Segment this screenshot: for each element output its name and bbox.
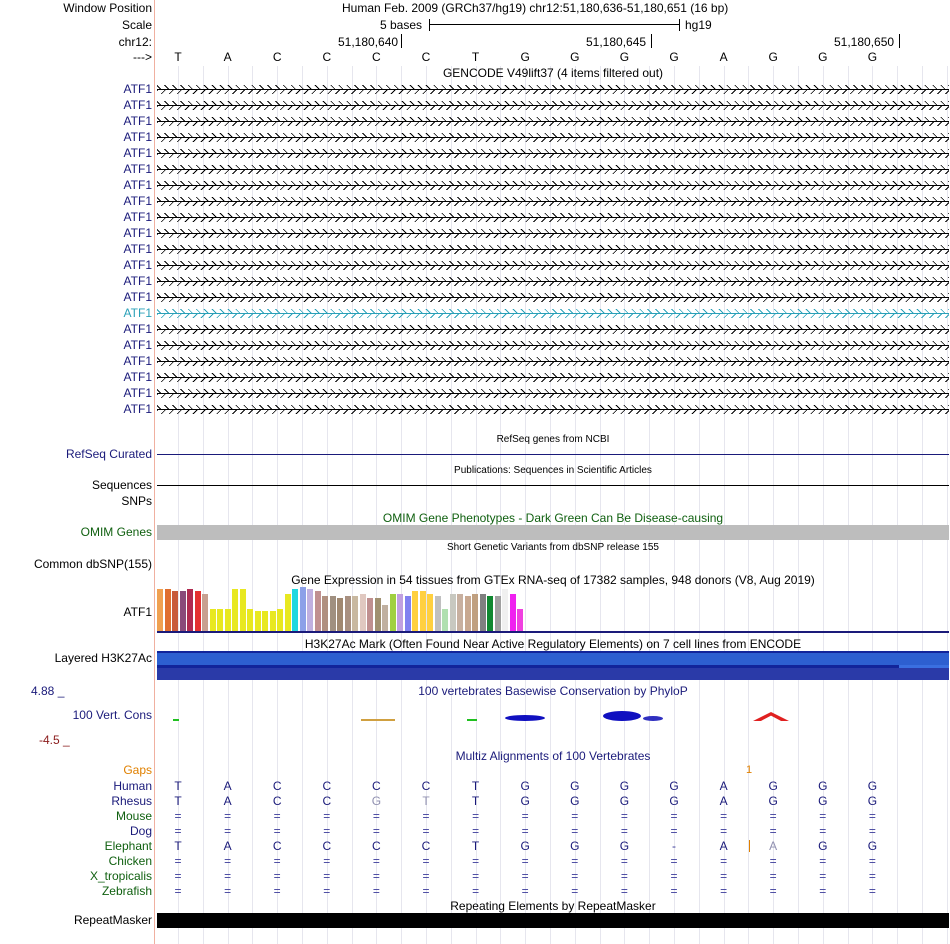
alignment-base: = [868, 869, 876, 883]
gtex-tissue-bar[interactable] [375, 598, 381, 631]
gencode-transcript-label[interactable]: ATF1 [123, 226, 152, 240]
dbsnp-label[interactable]: Common dbSNP(155) [33, 557, 152, 571]
phylop-label[interactable]: 100 Vert. Cons [72, 708, 152, 722]
gtex-tissue-bar[interactable] [352, 596, 358, 631]
ruler-base: C [372, 50, 381, 64]
ruler-base: G [619, 50, 630, 64]
scale-assembly: hg19 [685, 18, 712, 32]
alignment-base: G [520, 839, 530, 853]
alignment-base: = [174, 809, 182, 823]
alignment-base: G [520, 794, 530, 808]
gencode-transcript-label[interactable]: ATF1 [123, 290, 152, 304]
ruler-base: G [768, 50, 778, 64]
gtex-tissue-bar[interactable] [300, 587, 306, 631]
alignment-base: = [174, 854, 182, 868]
alignment-base: T [471, 839, 480, 853]
ruler-base: G [570, 50, 580, 64]
species-label[interactable]: Mouse [115, 809, 152, 823]
alignment-base: = [422, 869, 430, 883]
insertion-marker [749, 840, 750, 852]
alignment-base: = [868, 824, 876, 838]
alignment-base: = [571, 869, 579, 883]
omim-phenotype-bar[interactable] [157, 525, 949, 540]
gencode-transcript-line[interactable] [157, 357, 949, 366]
ruler-base: C [421, 50, 431, 64]
alignment-base: = [323, 824, 331, 838]
gtex-tissue-bar[interactable] [345, 596, 351, 631]
alignment-base: = [224, 884, 232, 898]
alignment-base: = [769, 809, 777, 823]
gtex-tissue-bar[interactable] [412, 591, 418, 631]
dbsnp-track-title: Short Genetic Variants from dbSNP release 155 [447, 542, 659, 553]
publications-line[interactable] [157, 485, 949, 486]
alignment-base: A [719, 839, 728, 853]
gtex-tissue-bar[interactable] [390, 594, 396, 631]
gencode-transcript-label[interactable]: ATF1 [123, 370, 152, 384]
gtex-tissue-bar[interactable] [450, 594, 456, 631]
phylop-track-title: 100 vertebrates Basewise Conservation by PhyloP [418, 684, 688, 698]
ruler-base: G [818, 50, 828, 64]
alignment-base: = [224, 824, 232, 838]
repeatmasker-label[interactable]: RepeatMasker [73, 913, 152, 927]
h3k27ac-label[interactable]: Layered H3K27Ac [54, 651, 152, 665]
alignment-base: = [868, 854, 876, 868]
alignment-base: = [224, 809, 232, 823]
gtex-tissue-bar[interactable] [240, 589, 246, 631]
omim-label[interactable]: OMIM Genes [80, 525, 152, 539]
alignment-base: = [571, 884, 579, 898]
gencode-transcript-line[interactable] [157, 133, 949, 142]
gtex-label[interactable]: ATF1 [123, 605, 152, 619]
alignment-base: = [422, 824, 430, 838]
alignment-base: A [223, 779, 232, 793]
ruler-base: C [322, 50, 332, 64]
alignment-base: G [619, 779, 630, 793]
alignment-base: = [372, 884, 380, 898]
alignment-base: = [571, 809, 579, 823]
gencode-transcript-line[interactable] [157, 389, 949, 398]
alignment-base: = [521, 809, 529, 823]
gencode-transcript-label[interactable]: ATF1 [123, 386, 152, 400]
phylop-min-label: -4.5 _ [39, 733, 70, 747]
alignment-base: = [720, 809, 728, 823]
gtex-tissue-bar[interactable] [285, 594, 291, 631]
gtex-tissue-bar[interactable] [255, 611, 261, 631]
alignment-base: = [323, 869, 331, 883]
ruler-base: A [719, 50, 728, 64]
refseq-gene-line[interactable] [157, 454, 949, 455]
gencode-transcript-label[interactable]: ATF1 [123, 354, 152, 368]
alignment-base: = [670, 809, 678, 823]
alignment-base: = [472, 884, 480, 898]
gtex-tissue-bar[interactable] [330, 596, 336, 631]
gtex-tissue-bar[interactable] [202, 594, 208, 631]
alignment-base: = [720, 884, 728, 898]
alignment-base: A [719, 794, 728, 808]
alignment-base: = [670, 869, 678, 883]
gtex-tissue-bar[interactable] [165, 589, 171, 631]
alignment-base: A [223, 794, 232, 808]
alignment-base: = [521, 824, 529, 838]
alignment-base: = [720, 824, 728, 838]
alignment-base: = [769, 869, 777, 883]
gtex-tissue-bar[interactable] [262, 611, 268, 631]
alignment-base: = [372, 869, 380, 883]
alignment-base: = [819, 824, 827, 838]
alignment-base: = [670, 854, 678, 868]
gencode-transcript-label[interactable]: ATF1 [123, 274, 152, 288]
alignment-base: = [422, 809, 430, 823]
alignment-base: C [272, 779, 282, 793]
ruler-base: G [520, 50, 530, 64]
gencode-transcript-label[interactable]: ATF1 [123, 258, 152, 272]
alignment-base: T [422, 794, 430, 808]
gtex-tissue-bar[interactable] [420, 591, 426, 631]
alignment-base: C [272, 839, 282, 853]
alignment-base: = [372, 824, 380, 838]
gtex-tissue-bar[interactable] [495, 596, 501, 631]
gtex-track-title: Gene Expression in 54 tissues from GTEx RNA-seq of 17382 samples, 948 donors (V8, Aug 2019) [291, 573, 815, 587]
gencode-transcript-label[interactable]: ATF1 [123, 130, 152, 144]
phylop-max-label: 4.88 _ [31, 684, 65, 698]
alignment-base: = [620, 884, 628, 898]
alignment-base: G [520, 779, 530, 793]
refseq-label[interactable] [66, 447, 152, 461]
window-position-label: Window Position [63, 1, 152, 15]
alignment-base: A [719, 779, 728, 793]
coord-label-2: 51,180,645 [586, 35, 647, 49]
alignment-base: = [819, 884, 827, 898]
coord-label-3: 51,180,650 [834, 35, 895, 49]
gencode-transcript-label[interactable]: ATF1 [123, 210, 152, 224]
gtex-tissue-bar[interactable] [382, 605, 388, 631]
gtex-tissue-bar[interactable] [487, 596, 493, 631]
gencode-transcript-label[interactable]: ATF1 [123, 146, 152, 160]
gtex-tissue-bar[interactable] [517, 609, 523, 631]
alignment-base: = [868, 809, 876, 823]
gtex-tissue-bar[interactable] [187, 589, 193, 631]
alignment-base: = [472, 854, 480, 868]
gtex-tissue-bar[interactable] [510, 594, 516, 631]
gencode-transcript-line[interactable] [157, 117, 949, 126]
alignment-base: G [619, 794, 630, 808]
alignment-base: = [620, 869, 628, 883]
alignment-base: G [768, 794, 778, 808]
gencode-transcript-line[interactable] [157, 229, 949, 238]
gap-marker: 1 [746, 764, 753, 776]
alignment-base: = [868, 884, 876, 898]
gencode-transcript-line[interactable] [157, 197, 949, 206]
strand-label: ---> [133, 50, 152, 64]
sequences-label[interactable]: Sequences [91, 478, 152, 492]
omim-track-title: OMIM Gene Phenotypes - Dark Green Can Be Disease-causing [382, 511, 724, 525]
coord-tick-1 [401, 34, 402, 48]
gtex-tissue-bar[interactable] [180, 591, 186, 631]
publications-track-title: Publications: Sequences in Scientific Articles [454, 465, 652, 476]
gaps-label[interactable]: Gaps [123, 763, 152, 777]
gtex-tissue-bar[interactable] [502, 589, 508, 631]
alignment-base: G [867, 839, 878, 853]
alignment-base: = [174, 869, 182, 883]
coord-label-1: 51,180,640 [338, 35, 399, 49]
species-label[interactable]: Chicken [108, 854, 152, 868]
gtex-tissue-bar[interactable] [157, 589, 163, 631]
alignment-base: = [670, 884, 678, 898]
gtex-tissue-bar[interactable] [277, 609, 283, 631]
multiz-track-title: Multiz Alignments of 100 Vertebrates [455, 749, 651, 763]
species-label[interactable]: Elephant [104, 839, 152, 853]
gencode-transcript-label[interactable]: ATF1 [123, 162, 152, 176]
gencode-transcript-line[interactable] [157, 293, 949, 302]
alignment-base: G [669, 794, 679, 808]
alignment-base: = [273, 824, 281, 838]
ruler-base: G [669, 50, 679, 64]
alignment-base: = [224, 854, 232, 868]
alignment-base: = [670, 824, 678, 838]
scale-label: Scale [121, 18, 152, 32]
repeatmasker-track-title: Repeating Elements by RepeatMasker [450, 899, 656, 913]
gtex-tissue-bar[interactable] [225, 609, 231, 631]
gencode-transcript-line[interactable] [157, 373, 949, 382]
gtex-tissue-bar[interactable] [307, 589, 313, 631]
alignment-base: G [669, 779, 679, 793]
alignment-base: C [322, 794, 332, 808]
alignment-base: = [174, 824, 182, 838]
gtex-tissue-bar[interactable] [195, 591, 201, 631]
alignment-base: = [521, 869, 529, 883]
alignment-base: = [174, 884, 182, 898]
gtex-tissue-bar[interactable] [247, 609, 253, 631]
gtex-tissue-bar[interactable] [232, 589, 238, 631]
chrom-label: chr12: [118, 35, 152, 49]
ruler-base: C [272, 50, 282, 64]
gencode-transcript-label[interactable]: ATF1 [123, 402, 152, 416]
gencode-transcript-line[interactable] [157, 181, 949, 190]
gencode-transcript-line[interactable] [157, 245, 949, 254]
gtex-tissue-bar[interactable] [480, 594, 486, 631]
alignment-base: G [867, 794, 878, 808]
alignment-base: T [174, 839, 182, 853]
alignment-base: A [223, 839, 232, 853]
alignment-base: = [273, 884, 281, 898]
alignment-base: C [421, 779, 431, 793]
alignment-base: G [619, 839, 630, 853]
scale-text: 5 bases [380, 18, 423, 32]
ruler-base: A [223, 50, 232, 64]
alignment-base: C [372, 839, 381, 853]
alignment-base: = [224, 869, 232, 883]
gencode-transcript-label[interactable]: ATF1 [123, 82, 152, 96]
alignment-base: = [571, 824, 579, 838]
gencode-transcript-label[interactable]: ATF1 [123, 114, 152, 128]
alignment-base: T [471, 779, 480, 793]
alignment-base: = [769, 884, 777, 898]
refseq-link[interactable]: RefSeq Curated [65, 447, 152, 461]
alignment-base: = [273, 869, 281, 883]
alignment-base: T [174, 794, 182, 808]
gtex-tissue-bar[interactable] [270, 611, 276, 631]
gtex-tissue-bar[interactable] [360, 594, 366, 631]
alignment-base: = [323, 854, 331, 868]
gencode-transcript-label[interactable]: ATF1 [123, 178, 152, 192]
alignment-base: C [272, 794, 282, 808]
gtex-tissue-bar[interactable] [292, 589, 298, 631]
alignment-base: G [818, 779, 828, 793]
refseq-track-title: RefSeq genes from NCBI [496, 434, 610, 445]
gencode-transcript-line[interactable] [157, 165, 949, 174]
gencode-transcript-line[interactable] [157, 101, 949, 110]
alignment-base: - [672, 839, 676, 853]
alignment-base: = [819, 869, 827, 883]
alignment-base: = [323, 884, 331, 898]
gencode-transcript-label[interactable]: ATF1 [123, 338, 152, 352]
window-position-text: Human Feb. 2009 (GRCh37/hg19) chr12:51,180,636-51,180,651 (16 bp) [342, 1, 729, 15]
gencode-transcript-label[interactable]: ATF1 [123, 242, 152, 256]
gtex-tissue-bar[interactable] [405, 596, 411, 631]
coord-tick-2 [651, 34, 652, 48]
alignment-base: G [570, 794, 580, 808]
ruler-base: T [174, 50, 182, 64]
ruler-base: G [867, 50, 878, 64]
gtex-gene-line[interactable] [157, 631, 949, 633]
gtex-tissue-bar[interactable] [337, 598, 343, 631]
gencode-transcript-label[interactable]: ATF1 [123, 98, 152, 112]
alignment-base: G [371, 794, 382, 808]
gencode-transcript-label[interactable]: ATF1 [123, 194, 152, 208]
ruler-base: T [471, 50, 480, 64]
alignment-base: T [471, 794, 480, 808]
gtex-tissue-bar[interactable] [210, 609, 216, 631]
alignment-base: G [570, 839, 580, 853]
alignment-base: = [769, 854, 777, 868]
alignment-base: = [273, 809, 281, 823]
gtex-tissue-bar[interactable] [315, 591, 321, 631]
phylop-logo[interactable] [157, 704, 949, 734]
alignment-base: G [867, 779, 878, 793]
gencode-transcript-line[interactable] [157, 149, 949, 158]
gtex-tissue-bar[interactable] [442, 609, 448, 631]
alignment-base: = [720, 854, 728, 868]
alignment-base: = [620, 809, 628, 823]
gencode-transcript-line[interactable] [157, 213, 949, 222]
alignment-base: C [421, 839, 431, 853]
h3k27ac-signal[interactable] [157, 651, 949, 680]
alignment-base: = [571, 854, 579, 868]
gtex-tissue-bar[interactable] [465, 596, 471, 631]
h3k27ac-track-title: H3K27Ac Mark (Often Found Near Active Regulatory Elements) on 7 cell lines from ENCODE [304, 637, 802, 651]
species-label[interactable]: Zebrafish [101, 884, 152, 898]
alignment-base: = [521, 884, 529, 898]
scale-bar [429, 19, 680, 31]
gtex-tissue-bar[interactable] [427, 594, 433, 631]
alignment-base: G [818, 839, 828, 853]
alignment-base: = [819, 854, 827, 868]
alignment-base: = [521, 854, 529, 868]
species-label[interactable]: X_tropicalis [89, 869, 152, 883]
alignment-base: G [818, 794, 828, 808]
gencode-transcript-line[interactable] [157, 405, 949, 414]
alignment-base: T [174, 779, 182, 793]
alignment-base: = [273, 854, 281, 868]
gtex-tissue-bar[interactable] [367, 598, 373, 631]
alignment-base: = [372, 809, 380, 823]
gencode-transcript-line[interactable] [157, 309, 949, 318]
coord-tick-3 [899, 34, 900, 48]
alignment-base: = [323, 809, 331, 823]
species-label[interactable]: Dog [129, 824, 152, 838]
snps-label[interactable]: SNPs [121, 494, 152, 508]
alignment-base: = [620, 854, 628, 868]
gencode-transcript-line[interactable] [157, 325, 949, 334]
gencode-transcript-label[interactable]: ATF1 [123, 306, 152, 320]
alignment-base: = [422, 884, 430, 898]
gencode-transcript-label[interactable]: ATF1 [123, 322, 152, 336]
gtex-tissue-bar[interactable] [435, 596, 441, 631]
species-label[interactable]: Rhesus [111, 794, 152, 808]
repeatmasker-bar[interactable] [157, 913, 949, 928]
gencode-track-title: GENCODE V49lift37 (4 items filtered out) [442, 66, 664, 80]
alignment-base: G [570, 779, 580, 793]
gencode-transcript-line[interactable] [157, 277, 949, 286]
gtex-tissue-bar[interactable] [397, 594, 403, 631]
gtex-tissue-bar[interactable] [217, 609, 223, 631]
alignment-base: C [322, 839, 332, 853]
alignment-base: = [620, 824, 628, 838]
gtex-expression-chart[interactable] [157, 587, 557, 631]
gtex-tissue-bar[interactable] [472, 594, 478, 631]
alignment-base: = [769, 824, 777, 838]
gencode-transcript-line[interactable] [157, 85, 949, 94]
alignment-base: = [472, 869, 480, 883]
gtex-tissue-bar[interactable] [457, 594, 463, 631]
alignment-base: A [769, 839, 778, 853]
track-label-divider [154, 0, 155, 944]
alignment-base: = [422, 854, 430, 868]
alignment-base: = [472, 824, 480, 838]
alignment-base: = [720, 869, 728, 883]
alignment-base: = [372, 854, 380, 868]
alignment-base: G [768, 779, 778, 793]
gtex-tissue-bar[interactable] [172, 591, 178, 631]
gencode-transcript-line[interactable] [157, 261, 949, 270]
alignment-base: C [322, 779, 332, 793]
alignment-base: = [819, 809, 827, 823]
species-label[interactable]: Human [113, 779, 152, 793]
alignment-base: C [372, 779, 381, 793]
gtex-tissue-bar[interactable] [322, 596, 328, 631]
alignment-base: = [472, 809, 480, 823]
gencode-transcript-line[interactable] [157, 341, 949, 350]
